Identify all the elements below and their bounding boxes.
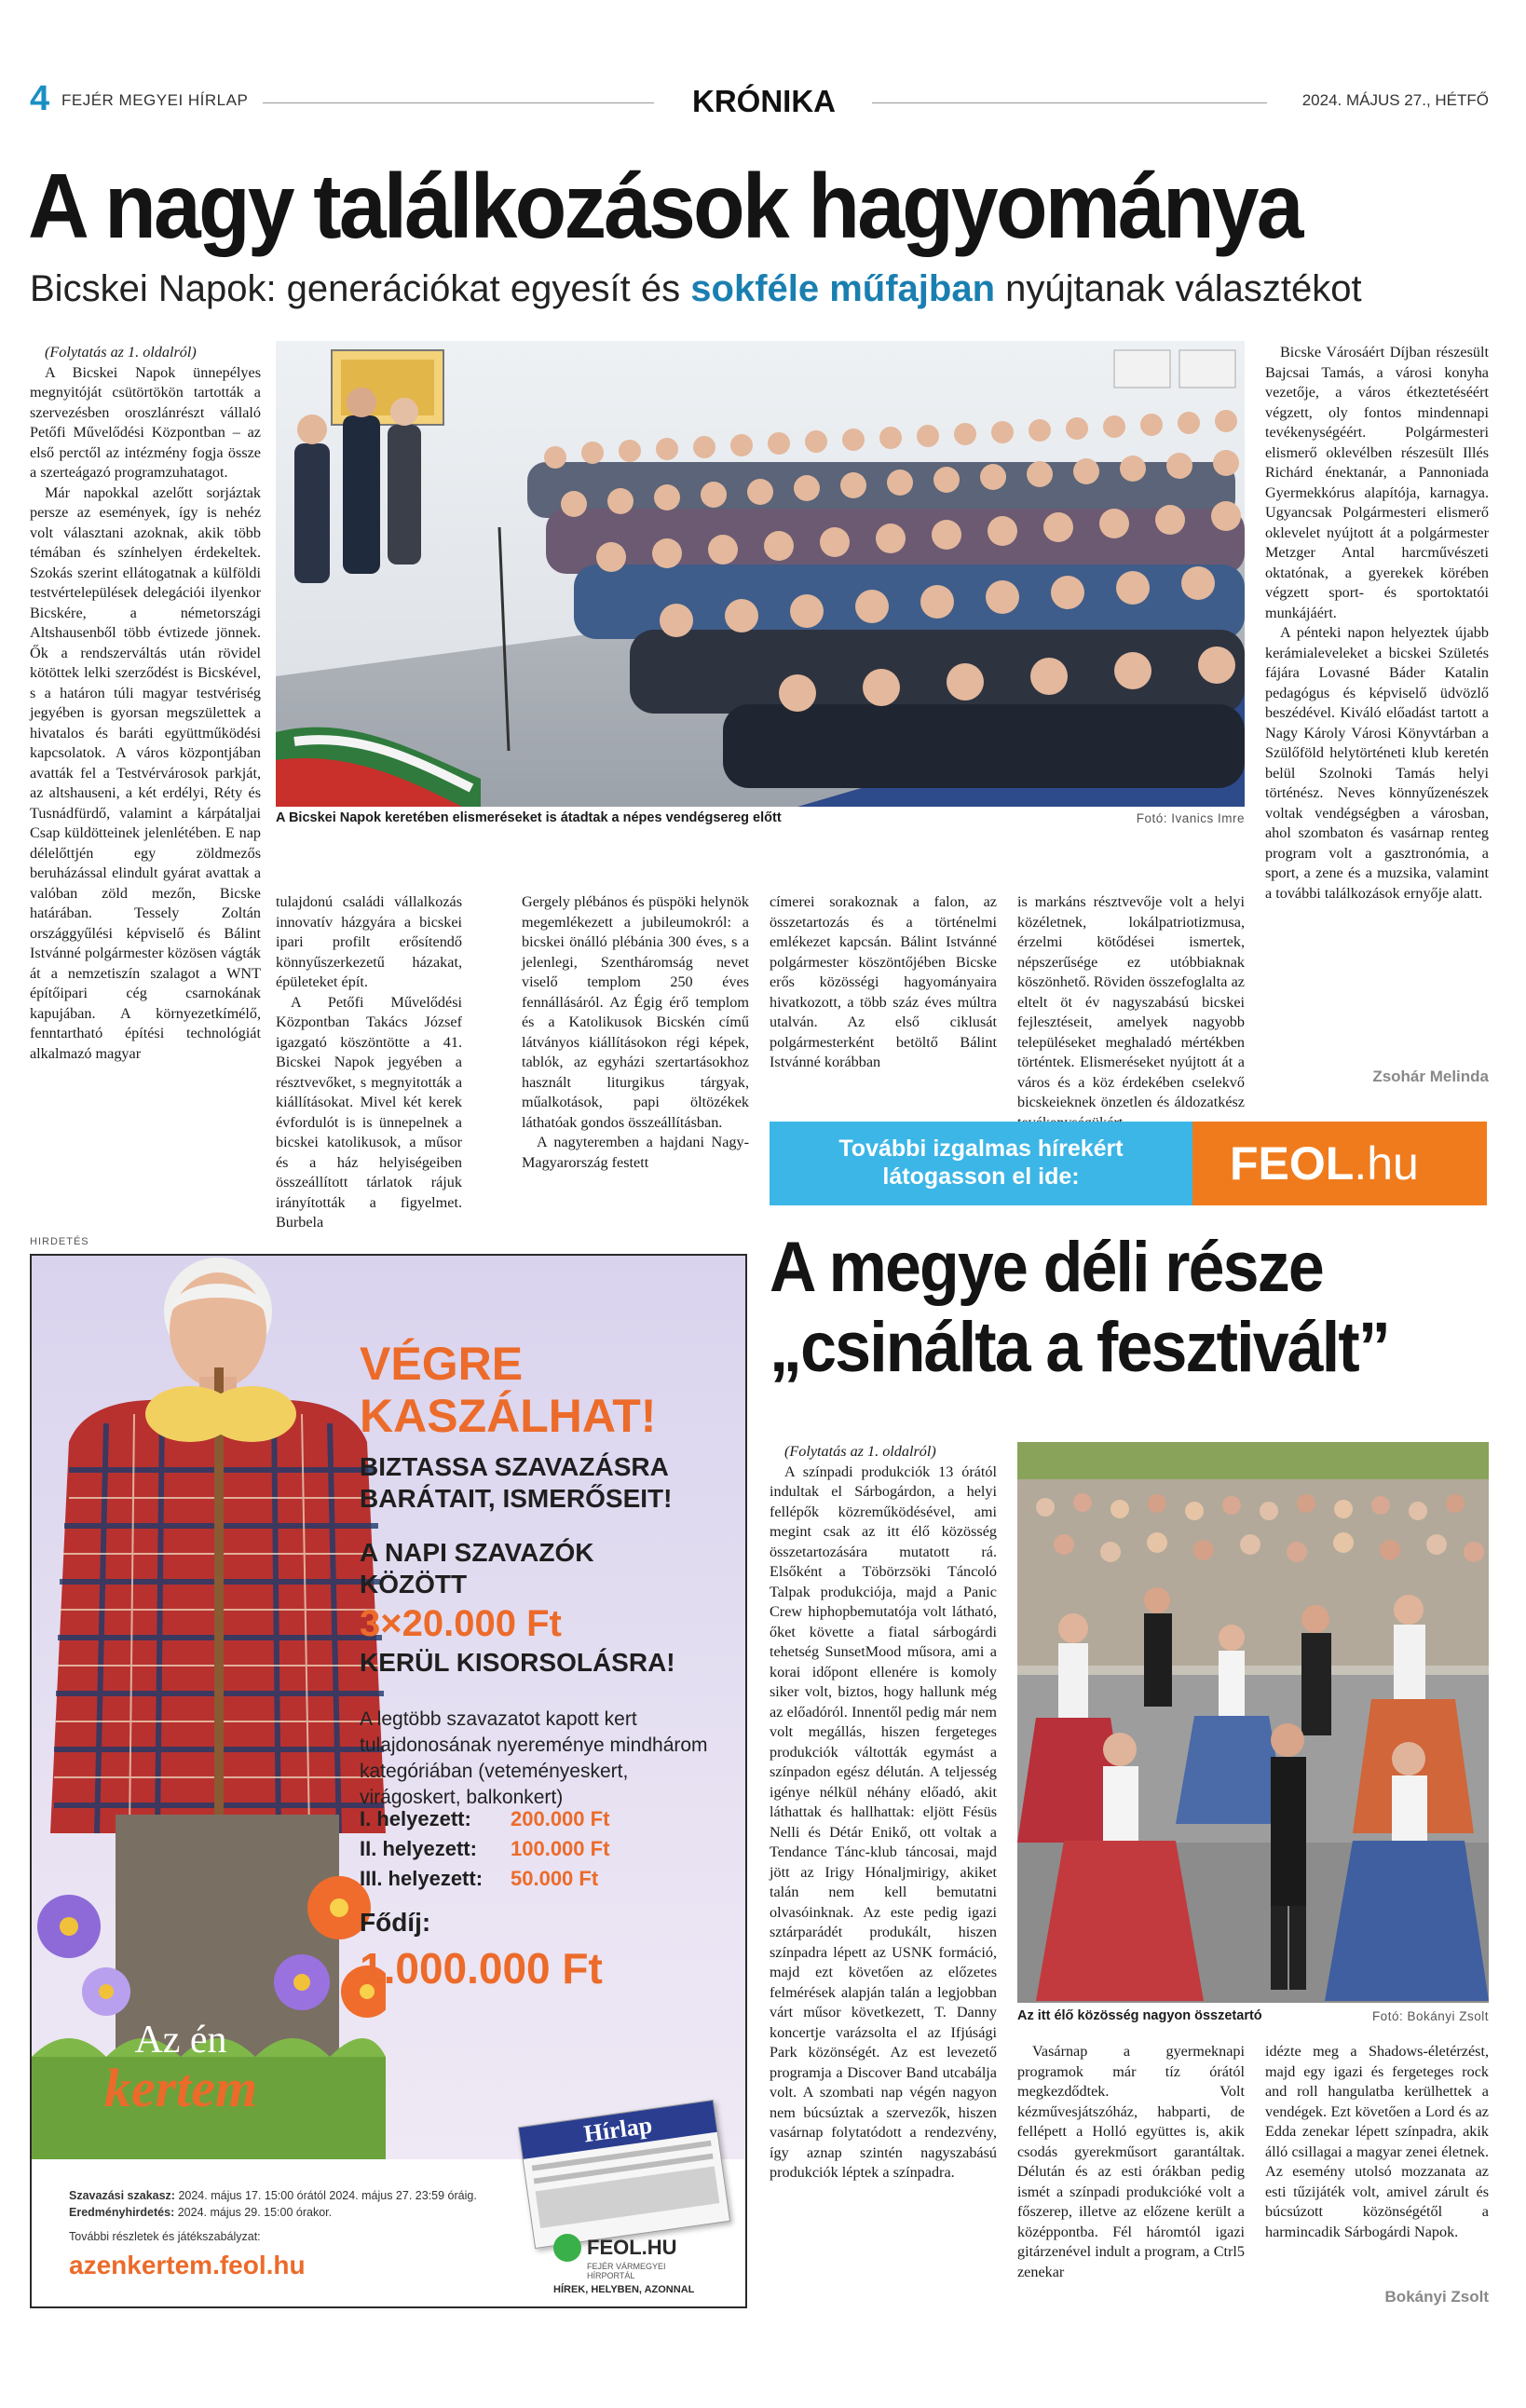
ad-places — [360, 1807, 714, 1897]
newspaper-name: FEJÉR MEGYEI HÍRLAP — [61, 91, 249, 109]
newspaper-masthead: Hírlap — [519, 2101, 717, 2159]
paragraph: tulajdonú családi vállalkozás innovatív házgyára a bicskei ipari profilt erősítendő könnyűszerkezetű házakat, épületeket épít. — [276, 893, 462, 990]
feol-logo-text — [1230, 1136, 1419, 1190]
paragraph: idézte meg a Shadows-életérzést, majd egy igazi és fergeteges rock and roll hangulatba kerülhettek a vendégek. Ezt követően a Lord és az Edda zenekar lépett színpadra, akik álló csillagai a magyar zenei életnek. Az esemény utolsó mozzanata az esti tűzijáték volt, amivel zárult és búcsúzott közönségétől a harmincadik Sárbogárdi Napok. — [1265, 2043, 1489, 2240]
article1-subhead — [30, 268, 1362, 310]
place-value: 100.000 Ft — [511, 1837, 610, 1860]
subhead-post: nyújtanak választékot — [995, 268, 1362, 309]
paragraph: Már napokkal azelőtt sorjáztak persze az események, így is nehéz volt választani azoknak, akik több témában és színhelyen érdekeltek. Szokás szerint ellátogatnak a külföldi testvértelepülések delegációi ilyenkor Bicskére, a németországi Altshausenből több évtizede jönnek. Ők a rendszerváltás után rövidel kötöttek lelki szerződést is Bicskével, s a határon túli magyar testvériség jegyében is gyorsan megszülettek a hivatalos és baráti együttműködési kapcsolatok. A város központjában avatták fel a Testvérvárosok parkját, az altshauseni, a két erdélyi, Réty és Tusnádfürdő, valamint a kárpátaljai Csap küldötteinek jelenlétében. E nap délelőttjén egy zöldmezős beruházással elindult gyárat avattak a valóban zöld mezőn, Bicske határában. Tessely Zoltán országgyűlési képviselő és Bálint Istvánné polgármester közösen vágták át a nemzetiszín szalagot a WNT építőipari cég csarnokának kapujában. A környezetkímélő, fenntartható építési technológiát alkalmazó magyar — [30, 483, 261, 1062]
kert-advertisement — [30, 1254, 747, 2308]
paragraph: Gergely plébános és püspöki helynök megemlékezett a jubileumokról: a bicskei önálló plébánia 300 éves, s a jelenlegi, Szentháromság nevet viselő templom 250 éves fennállásáról. Az Égig érő templom és a Katolikusok Bicskén című látványos kiállításokon régi képek, tablók, az egyházi szertartásokhoz használt liturgikus tárgyak, műalkotások, papi öltözékek láthatóak gondos összeállításban. — [522, 893, 749, 1131]
ad-fodij-value: 1.000.000 Ft — [360, 1944, 603, 1993]
ad-dates — [69, 2187, 516, 2245]
ad-biztassa-line1: BIZTASSA SZAVAZÁSRA — [360, 1452, 669, 1481]
article2-signature: Bokányi Zsolt — [1384, 2288, 1489, 2306]
ad-label: HIRDETÉS — [30, 1236, 89, 1247]
subhead-pre: Bicskei Napok: generációkat egyesít és — [30, 268, 691, 309]
feol-sub2: HÍRPORTÁL — [587, 2271, 635, 2280]
article2-headline — [770, 1228, 1447, 1388]
place-label: III. helyezett: — [360, 1867, 484, 1890]
article1-headline: A nagy találkozások hagyománya — [28, 155, 1301, 257]
ad-biztassa-line2: BARÁTAIT, ISMERŐSEIT! — [360, 1484, 673, 1513]
paragraph: címerei sorakoznak a falon, az összetartozás és a történelmi emlékezet kapcsán. Bálint Istvánné polgármester köszöntőjében Bicske erős közösségi hagyományaira hivatkozott, a több száz éves múltra utalván. Az első ciklusát polgármesterként betöltő Bálint Istvánné korábban — [770, 893, 997, 1070]
photo2-caption — [1017, 2008, 1315, 2023]
article1-signature: Zsohár Melinda — [1372, 1068, 1489, 1085]
continuation-note: (Folytatás az 1. oldalról) — [45, 344, 197, 361]
paragraph: A Petőfi Művelődési Központban Takács József igazgató köszöntötte a 41. Bicskei Napok jegyében a résztvevőket, s megnyitották a kiállításokat. Mivel két kerek évfordulót is is ünnepelnek a bicskei katolikusok, a műsor és a ház helyiségeiben összeállított tárlatok rájuk irányították a figyelmet. Burbela — [276, 993, 462, 1231]
ad-title-line2: KASZÁLHAT! — [360, 1390, 657, 1442]
place-label: II. helyezett: — [360, 1837, 477, 1860]
ad-szavazasi-row — [69, 2187, 516, 2204]
place-label: I. helyezett: — [360, 1807, 471, 1830]
logo-line2: kertem — [103, 2058, 258, 2118]
article2-col1 — [770, 1442, 997, 2184]
ad-url[interactable]: azenkertem.feol.hu — [69, 2251, 306, 2279]
folk-dance-photo-illustration — [1017, 1442, 1489, 2003]
szavazasi-label: Szavazási szakasz: — [69, 2189, 175, 2202]
paragraph: A nagyteremben a hajdani Nagy-Magyarország festett — [522, 1134, 749, 1171]
header-rule-left — [263, 102, 654, 103]
place-value: 200.000 Ft — [511, 1807, 610, 1830]
feol-logo-row — [553, 2234, 740, 2262]
ad-napi-line2: KÖZÖTT — [360, 1570, 468, 1599]
paragraph: Bicske Városáért Díjban részesült Bajcsai Tamás, a városi konyha vezetője, a város étkeztetéséért végzett, oly fontos mindennapi tevékenységéért. Polgármesteri elismerő oklevélben részesült Illés Richárd énektanár, a Pannoniada Gyermekkórus alapítója, karnagya. Ugyancsak Polgármesteri elismerő oklevelet nyújtott át a polgármester Metzger Antal harcművészeti oktatónak, a gyerekek körében végzett sport- és sportoktatói munkájáért. — [1265, 344, 1489, 621]
eredmeny-label: Eredményhirdetés: — [69, 2206, 175, 2219]
feol-tagline: HÍREK, HELYBEN, AZONNAL — [553, 2284, 695, 2295]
article1-col2 — [276, 892, 462, 1233]
ad-title — [360, 1338, 656, 1442]
article1-col4 — [770, 892, 997, 1073]
ad-place-row — [360, 1867, 714, 1897]
ad-prize-amount: 3×20.000 Ft — [360, 1603, 562, 1644]
article1-col3 — [522, 892, 749, 1173]
photo1-caption — [276, 810, 984, 825]
ad-napi — [360, 1537, 593, 1600]
ad-kisorsolas: KERÜL KISORSOLÁSRA! — [360, 1648, 675, 1677]
header-rule-right — [872, 102, 1267, 103]
photo2-caption-text: Az itt élő közösség nagyon összetartó — [1017, 2008, 1262, 2023]
feol-logo-main: FEOL — [1230, 1137, 1355, 1190]
ad-napi-line1: A NAPI SZAVAZÓK — [360, 1538, 594, 1567]
ceremony-photo-illustration — [276, 341, 1245, 807]
page-number: 4 — [30, 79, 50, 118]
continuation-note: (Folytatás az 1. oldalról) — [784, 1443, 936, 1460]
az-en-kertem-logo — [69, 2020, 293, 2131]
paragraph: Vasárnap a gyermeknapi programok már tíz órától megkezdődtek. Volt kézművesjátszóház, habparti, de fellépett a Holló együttes is, akik csodás gyerekműsort garantáltak. Délután és az esti órákban pedig ismét a színpadi produkcióké volt a főszerep, illetve az előzene került a középpontba. Fél háromtól igazi gitárzenével indult a program, a Ctrl5 zenekar — [1017, 2043, 1245, 2280]
eredmeny-value: 2024. május 29. 15:00 órakor. — [177, 2206, 333, 2219]
article1-col5 — [1017, 892, 1245, 1133]
paragraph: A Bicskei Napok ünnepélyes megnyitóját csütörtökön tartották a szervezésben oroszlánrészt vállaló Petőfi Művelődési Központban – az első perctől az intézmény fogja össze a szerteágazó programzuhatagot. — [30, 363, 261, 481]
photo2-credit: Fotó: Bokányi Zsolt — [1371, 2009, 1489, 2023]
ceremony-photo — [276, 341, 1245, 807]
ad-tovabbi: További részletek és játékszabályzat: — [69, 2230, 261, 2243]
article2-headline-line2: „csinálta a fesztivált” — [770, 1308, 1389, 1387]
ad-biztassa — [360, 1451, 672, 1515]
feol-logo — [1192, 1122, 1487, 1205]
feol-hu-title: FEOL.HU — [587, 2236, 677, 2259]
banner-line2: látogasson el ide: — [882, 1163, 1080, 1190]
feol-hirportal-logo — [553, 2234, 740, 2295]
feol-sub1: FEJÉR VÁRMEGYEI — [587, 2262, 666, 2271]
ad-title-line1: VÉGRE — [360, 1338, 524, 1390]
banner-text — [770, 1122, 1192, 1205]
ad-eredmeny-row — [69, 2204, 516, 2221]
photo1-caption-text: A Bicskei Napok keretében elismeréseket is átadtak a népes vendégsereg előtt — [276, 810, 782, 825]
article2-col3 — [1265, 2042, 1489, 2242]
paragraph: A pénteki napon helyeztek újabb kerámialeveleket a bicskei Születés fájára Lovasné Báder Katalin pedagógus és képviselő üdvözlő beszédével. Kiváló előadást tartott a Nagy Károly Városi Könyvtárban a Szülőföld helytörténeti klub keretén belül Szolnoki Tamás helyi történész. Neves könnyűzenészek voltak vendégségben a városban, ahol szombaton és vasárnap renteg program volt a gasztronómia, a sport, a zene és a muzsika, valamint a további találkozások ernyője alatt. — [1265, 624, 1489, 902]
szavazasi-value: 2024. május 17. 15:00 órától 2024. május 27. 23:59 óráig. — [178, 2189, 477, 2202]
paragraph: A színpadi produkciók 13 órától indultak el Sárbogárdon, a helyi fellépők közreműködésével, ami megint csak az itt élő közösség összetartozására mutatott rá. Elsőként a Töbörzsöki Táncoló Talpak produkciója, majd a Panic Crew hiphopbemutatója volt látható, őket követte a fiatal sárbogárdi tehetség SunsetMood műsora, ami a korai időpont ellenére is komoly siker volt, biztos, hogy hallunk még az előadóról. Innentől pedig már nem volt megállás, hiszen fergeteges produkciók váltották egymást a színpadon egész délután. A teljesség igénye nélkül néhány előadó, akit láthattak és hallhattak: eljött Fésüs Nelli és Détár Enikő, ott voltak a Tendance Tánc-klub táncosai, majd jött az Irigy Hónaljmirigy, akiket talán nem kell bemutatni olvasóinknak. Az este pedig igazi sztárparádét produkált, hiszen színpadra lépett az USNK formáció, majd ezt követően az előzetes felmérések alapján talán a legjobban várt műsor következett, T. Danny koncertje varázsolta el az Ifjúsági Park közönségét. Az est levezető programja a Discover Band utcabálja volt. A szombati nap végén nagyon nem búcsúztak a szervezők, hiszen vasárnap folytatódott a rendezvény, így aznap szintén nagyszabású produkciók léptek a színpadra. — [770, 1462, 997, 2181]
article2-headline-line1: A megye déli része — [770, 1228, 1323, 1307]
subhead-highlight: sokféle műfajban — [690, 268, 996, 309]
article1-col1 — [30, 343, 261, 1064]
feol-leaf-icon — [553, 2234, 581, 2262]
ad-fodij-label: Fődíj: — [360, 1908, 431, 1937]
place-value: 50.000 Ft — [511, 1867, 599, 1890]
logo-line1: Az én — [134, 2019, 227, 2061]
ad-body-text: A legtöbb szavazatot kapott kert tulajdonosának nyereménye mindhárom kategóriában (veteményeskert, virágoskert, balkonkert) — [360, 1708, 708, 1808]
feol-logo-suffix: .hu — [1354, 1137, 1419, 1190]
newspaper-graphic — [518, 2100, 730, 2249]
issue-date: 2024. MÁJUS 27., HÉTFŐ — [1301, 91, 1489, 109]
banner-line1: További izgalmas hírekért — [838, 1136, 1124, 1162]
section-title: KRÓNIKA — [692, 84, 836, 118]
ad-place-row — [360, 1837, 714, 1867]
article2-col2 — [1017, 2042, 1245, 2282]
feol-banner[interactable] — [770, 1122, 1487, 1205]
article1-col6 — [1265, 343, 1489, 904]
photo1-credit: Fotó: Ivanics Imre — [1136, 811, 1245, 825]
paragraph: is markáns résztvevője volt a helyi közéletnek, lokálpatriotizmusa, érzelmi kötődései ismertek, népszerűsége ez utóbbiaknak köszönhető. Röviden összefoglalta az eltelt öt év nagyszabású bicskei fejlesztéseit, amelyek nagyobb településeket meghaladó mértékben történtek. Elismeréseket nyújtott át a város és a köz érdekében cselekvő bicskeieknek önzetlen és áldozatkész — [1017, 893, 1245, 1110]
ad-place-row — [360, 1807, 714, 1837]
folk-dance-photo — [1017, 1442, 1489, 2003]
